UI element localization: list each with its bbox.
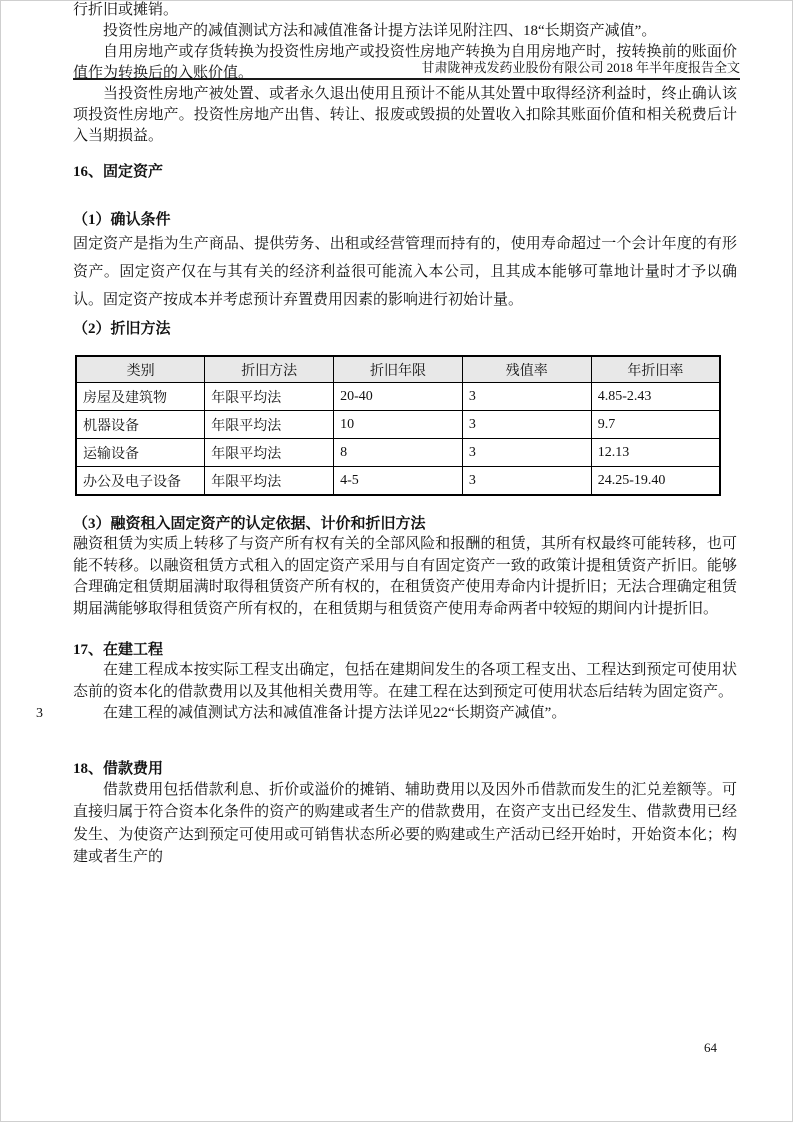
- header-title: 甘肃陇神戎发药业股份有限公司 2018 年半年度报告全文: [421, 60, 740, 75]
- table-cell: 运输设备: [76, 439, 205, 467]
- column-header-life: 折旧年限: [334, 356, 463, 383]
- table-cell: 年限平均法: [205, 383, 334, 411]
- table-cell: 4.85-2.43: [591, 383, 720, 411]
- table-cell: 年限平均法: [205, 439, 334, 467]
- table-cell: 年限平均法: [205, 467, 334, 496]
- section-17-paragraph-1: 在建工程成本按实际工程支出确定，包括在建期间发生的各项工程支出、工程达到预定可使用状态前的资本化的借款费用以及其他相关费用等。在建工程在达到预定可使用状态后结转为固定资产。: [73, 662, 737, 700]
- intro-block: [73, 0, 737, 147]
- section-18-heading: 18、借款费用: [73, 760, 164, 777]
- table-row: [76, 467, 720, 496]
- section-18-paragraph: 借款费用包括借款利息、折价或溢价的摊销、辅助费用以及因外币借款而发生的汇兑差额等。可直接归属于符合资本化条件的资产的购建或者生产的借款费用，在资产支出已经发生、借款费用已经发生、为使资产达到预定可使用或可销售状态所必要的购建或生产活动已经开始时，开始资本化；构建或者生产的: [73, 781, 737, 865]
- section-16-3-heading: （3）融资租入固定资产的认定依据、计价和折旧方法: [73, 516, 426, 532]
- table-cell: 3: [462, 383, 591, 411]
- margin-line-number: 3: [36, 706, 43, 721]
- table-cell: 8: [334, 439, 463, 467]
- section-17-heading: 17、在建工程: [73, 642, 164, 658]
- table-cell: 4-5: [334, 467, 463, 496]
- page-number: 64: [704, 1040, 717, 1055]
- table-row: [76, 439, 720, 467]
- table-cell: 年限平均法: [205, 411, 334, 439]
- table-row: [76, 383, 720, 411]
- paragraph-investment-property-impairment: 投资性房地产的减值测试方法和减值准备计提方法详见附注四、18“长期资产减值”。: [103, 23, 657, 39]
- table-cell: 9.7: [591, 411, 720, 439]
- table-cell: 12.13: [591, 439, 720, 467]
- column-header-method: 折旧方法: [205, 356, 334, 383]
- section-16-1-heading: （1）确认条件: [73, 212, 171, 228]
- paragraph-investment-property-disposal: 当投资性房地产被处置、或者永久退出使用且预计不能从其处置中取得经济利益时，终止确认该项投资性房地产。投资性房地产出售、转让、报废或毁损的处置收入扣除其账面价值和相关税费后计入当期损益。: [73, 86, 737, 144]
- table-cell: 办公及电子设备: [76, 467, 205, 496]
- page-content: [36, 0, 737, 869]
- table-cell: 房屋及建筑物: [76, 383, 205, 411]
- section-16-heading: 16、固定资产: [73, 164, 164, 180]
- table-row: [76, 411, 720, 439]
- section-17-paragraph-2-text: 在建工程的减值测试方法和减值准备计提方法详见22“长期资产减值”。: [103, 705, 567, 721]
- table-cell: 3: [462, 439, 591, 467]
- table-cell: 10: [334, 411, 463, 439]
- section-16-3-paragraph: 融资租赁为实质上转移了与资产所有权有关的全部风险和报酬的租赁，其所有权最终可能转移，也可能不转移。以融资租赁方式租入的固定资产采用与自有固定资产一致的政策计提租赁资产折旧。能够合理确定租赁期届满时取得租赁资产所有权的，在租赁资产使用寿命内计提折旧；无法合理确定租赁期届满能够取得租赁资产所有权的，在租赁期与租赁资产使用寿命两者中较短的期间内计提折旧。: [73, 536, 737, 617]
- section-16-1-paragraph: 固定资产是指为生产商品、提供劳务、出租或经营管理而持有的，使用寿命超过一个会计年度的有形资产。固定资产仅在与其有关的经济利益很可能流入本公司，且其成本能够可靠地计量时才予以确认。固定资产按成本并考虑预计弃置费用因素的影响进行初始计量。: [73, 236, 737, 308]
- section-16-2-heading: （2）折旧方法: [73, 321, 171, 337]
- paragraph-post-depreciation: 行折旧或摊销。: [73, 2, 179, 18]
- table-cell: 3: [462, 467, 591, 496]
- depreciation-table: [75, 355, 721, 496]
- table-header-row: [76, 356, 720, 383]
- column-header-annual-rate: 年折旧率: [591, 356, 720, 383]
- table-cell: 20-40: [334, 383, 463, 411]
- column-header-category: 类别: [76, 356, 205, 383]
- table-cell: 3: [462, 411, 591, 439]
- table-cell: 24.25-19.40: [591, 467, 720, 496]
- paragraph-property-conversion: 自用房地产或存货转换为投资性房地产或投资性房地产转换为自用房地产时，按转换前的账面价值作为转换后的入账价值。: [73, 44, 737, 81]
- table-cell: 机器设备: [76, 411, 205, 439]
- column-header-residual-rate: 残值率: [462, 356, 591, 383]
- section-17-paragraph-2: [36, 703, 737, 725]
